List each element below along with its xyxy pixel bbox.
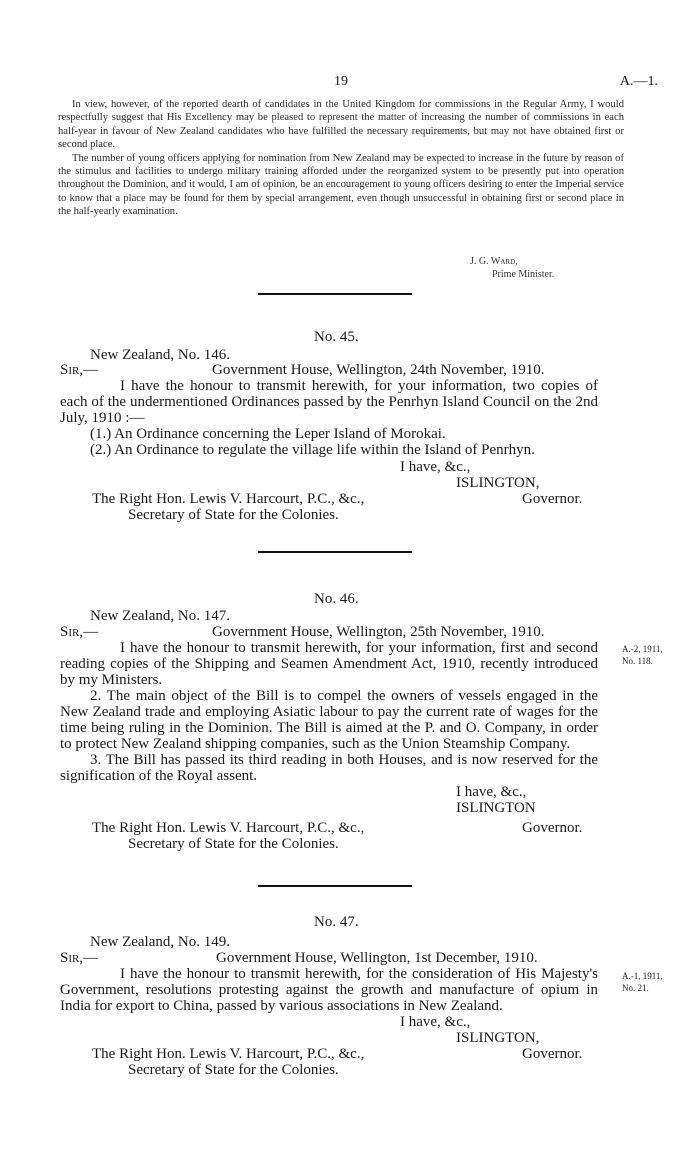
margin-reference-line: No. 118. <box>622 656 653 666</box>
section-rule <box>258 885 412 887</box>
letter-reference: New Zealand, No. 147. <box>90 608 230 624</box>
letter-paragraph: 2. The main object of the Bill is to compel the owners of vessels engaged in the New Zealand trade and employing Asiatic labour to pay the current rate of wages for the time being ruling in the Dominion. The Bill is aimed at the P. and O. Company, in order to protect New Zealand shipping companies, such as the Union Steamship Company. <box>60 688 598 752</box>
letter-paragraph: I have the honour to transmit herewith, for your information, two copies of each of the undermentioned Ordinances passed by the Penrhyn Island Council on the 2nd July, 1910 :— <box>60 378 598 426</box>
letter-signatory: ISLINGTON, <box>456 1030 540 1046</box>
letter-addressee-title: Secretary of State for the Colonies. <box>128 1062 339 1078</box>
letter-signatory: ISLINGTON <box>456 800 536 816</box>
letter-number: No. 46. <box>314 591 359 607</box>
letter-body <box>60 378 598 458</box>
letter-office: Governor. <box>522 1046 583 1062</box>
letter-list-item: (1.) An Ordinance concerning the Leper Island of Morokai. <box>90 426 446 442</box>
prior-letter-signature: J. G. Ward, <box>470 256 518 267</box>
letter-salutation: Sir,— <box>60 624 99 640</box>
prior-letter-paragraph: The number of young officers applying for nomination from New Zealand may be expected to increase in the future by reason of the stimulus and facilities to undergo military training afforded under the reorganized system to be presently put into operation throughout the Dominion, and it would, I am of opinion, be an encouragement to young officers desiring to enter the Imperial service to know that a place may be found for them by special arrangement, even though unsuccessful in obtaining first or second place in the half-yearly examination. <box>58 152 624 218</box>
letter-salutation: Sir,— <box>60 362 99 378</box>
letter-salutation: Sir,— <box>60 950 99 966</box>
letter-address: Government House, Wellington, 25th November, 1910. <box>212 624 545 640</box>
letter-paragraph: I have the honour to transmit herewith, for the consideration of His Majesty's Government, resolutions protesting against the growth and manufacture of opium in India for export to China, passed by various associations in New Zealand. <box>60 966 598 1014</box>
series-reference: A.—1. <box>619 74 658 89</box>
letter-paragraph: I have the honour to transmit herewith, for your information, first and second reading copies of the Shipping and Seamen Amendment Act, 1910, recently introduced by my Ministers. <box>60 640 598 688</box>
section-rule <box>258 293 412 295</box>
letter-address: Government House, Wellington, 1st December, 1910. <box>216 950 538 966</box>
prior-letter-signature-title: Prime Minister. <box>492 269 555 280</box>
letter-paragraph: 3. The Bill has passed its third reading in both Houses, and is now reserved for the signification of the Royal assent. <box>60 752 598 784</box>
letter-number: No. 47. <box>314 914 359 930</box>
letter-addressee-title: Secretary of State for the Colonies. <box>128 507 339 523</box>
prior-letter-body <box>58 98 624 219</box>
letter-addressee: The Right Hon. Lewis V. Harcourt, P.C., &c., <box>92 1046 365 1062</box>
letter-address: Government House, Wellington, 24th November, 1910. <box>212 362 545 378</box>
letter-addressee-title: Secretary of State for the Colonies. <box>128 836 339 852</box>
letter-body <box>60 640 598 784</box>
prior-letter-paragraph: In view, however, of the reported dearth of candidates in the United Kingdom for commissions in the Regular Army, I would respectfully suggest that His Excellency may be pleased to represent the matter of increasing the number of commissions in each half-year in favour of New Zealand candidates who have fulfilled the necessary requirements, but may not have obtained first or second place. <box>58 99 624 151</box>
letter-signatory: ISLINGTON, <box>456 475 540 491</box>
page-number: 19 <box>334 74 348 89</box>
margin-reference-line: No. 21. <box>622 983 649 993</box>
letter-number: No. 45. <box>314 329 359 345</box>
margin-reference <box>622 643 663 667</box>
section-rule <box>258 551 412 553</box>
letter-office: Governor. <box>522 820 583 836</box>
letter-body <box>60 966 598 1014</box>
letter-office: Governor. <box>522 491 583 507</box>
letter-addressee: The Right Hon. Lewis V. Harcourt, P.C., &c., <box>92 820 365 836</box>
letter-reference: New Zealand, No. 146. <box>90 347 230 363</box>
letter-closing: I have, &c., <box>456 784 527 800</box>
margin-reference <box>622 970 663 994</box>
margin-reference-line: A.-1, 1911, <box>622 971 663 981</box>
margin-reference-line: A.-2, 1911, <box>622 644 663 654</box>
letter-closing: I have, &c., <box>400 459 471 475</box>
letter-reference: New Zealand, No. 149. <box>90 934 230 950</box>
letter-closing: I have, &c., <box>400 1014 471 1030</box>
letter-list-item: (2.) An Ordinance to regulate the village life within the Island of Penrhyn. <box>90 442 535 458</box>
letter-addressee: The Right Hon. Lewis V. Harcourt, P.C., &c., <box>92 491 365 507</box>
